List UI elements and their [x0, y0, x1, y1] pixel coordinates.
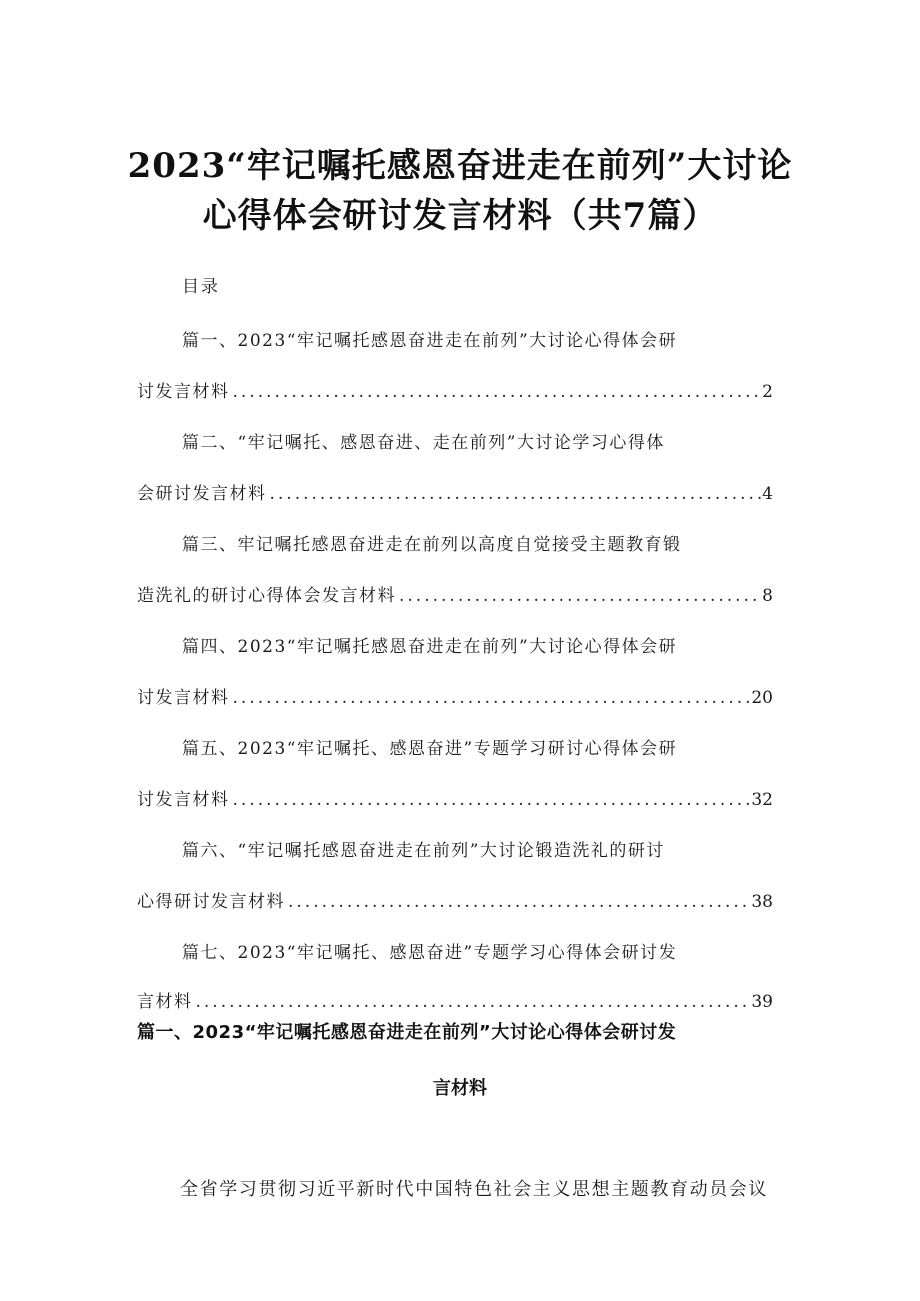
toc-dot-leader: [193, 992, 752, 1012]
toc-entry-4-line1[interactable]: 篇四、2023“牢记嘱托感恩奋进走在前列”大讨论心得体会研: [182, 637, 678, 657]
toc-entry-7-line1[interactable]: 篇七、2023“牢记嘱托、感恩奋进”专题学习心得体会研讨发: [182, 943, 678, 963]
toc-entry-2-line2[interactable]: [137, 479, 773, 504]
toc-dot-leader: [230, 688, 752, 708]
toc-entry-5-line1[interactable]: 篇五、2023“牢记嘱托、感恩奋进”专题学习研讨心得体会研: [182, 739, 678, 759]
toc-entry-5-line2[interactable]: [137, 785, 773, 810]
body-paragraph: 全省学习贯彻习近平新时代中国特色社会主义思想主题教育动员会议: [180, 1179, 768, 1200]
toc-entry-5-continuation: 讨发言材料: [137, 790, 230, 810]
toc-entry-1-continuation: 讨发言材料: [137, 382, 230, 402]
section-title-line1: 篇一、2023“牢记嘱托感恩奋进走在前列”大讨论心得体会研讨发: [137, 1022, 677, 1043]
toc-entry-7-continuation: 言材料: [137, 992, 193, 1012]
toc-entry-2-page: 4: [762, 484, 773, 504]
toc-entry-5-page: 32: [751, 790, 773, 810]
toc-dot-leader: [285, 892, 751, 912]
toc-entry-3-page: 8: [762, 586, 773, 606]
toc-entry-2-line1[interactable]: 篇二、“牢记嘱托、感恩奋进、走在前列”大讨论学习心得体: [182, 433, 665, 453]
toc-dot-leader: [230, 790, 752, 810]
toc-entry-6-line1[interactable]: 篇六、“牢记嘱托感恩奋进走在前列”大讨论锻造洗礼的研讨: [182, 841, 665, 861]
toc-dot-leader: [396, 586, 762, 606]
toc-entry-7-line2[interactable]: [137, 987, 773, 1012]
toc-entry-7-page: 39: [751, 992, 773, 1012]
toc-entry-4-continuation: 讨发言材料: [137, 688, 230, 708]
toc-entry-2-continuation: 会研讨发言材料: [137, 484, 267, 504]
toc-dot-leader: [267, 484, 763, 504]
toc-entry-6-page: 38: [751, 892, 773, 912]
toc-dot-leader: [230, 382, 763, 402]
toc-entry-4-page: 20: [751, 688, 773, 708]
toc-entry-1-line2[interactable]: [137, 377, 773, 402]
toc-entry-6-line2[interactable]: [137, 887, 773, 912]
section-title-line2: 言材料: [433, 1078, 487, 1099]
toc-entry-6-continuation: 心得研讨发言材料: [137, 892, 285, 912]
toc-entry-1-line1[interactable]: 篇一、2023“牢记嘱托感恩奋进走在前列”大讨论心得体会研: [182, 331, 678, 351]
toc-entry-3-line1[interactable]: 篇三、牢记嘱托感恩奋进走在前列以高度自觉接受主题教育锻: [182, 535, 682, 555]
document-title-line1: 2023“牢记嘱托感恩奋进走在前列”大讨论: [127, 146, 793, 186]
document-title-line2: 心得体会研讨发言材料（共7篇）: [202, 196, 718, 236]
toc-entry-3-line2[interactable]: [137, 581, 773, 606]
toc-entry-3-continuation: 造洗礼的研讨心得体会发言材料: [137, 586, 396, 606]
toc-entry-4-line2[interactable]: [137, 683, 773, 708]
toc-heading: 目录: [182, 277, 220, 297]
toc-entry-1-page: 2: [762, 382, 773, 402]
